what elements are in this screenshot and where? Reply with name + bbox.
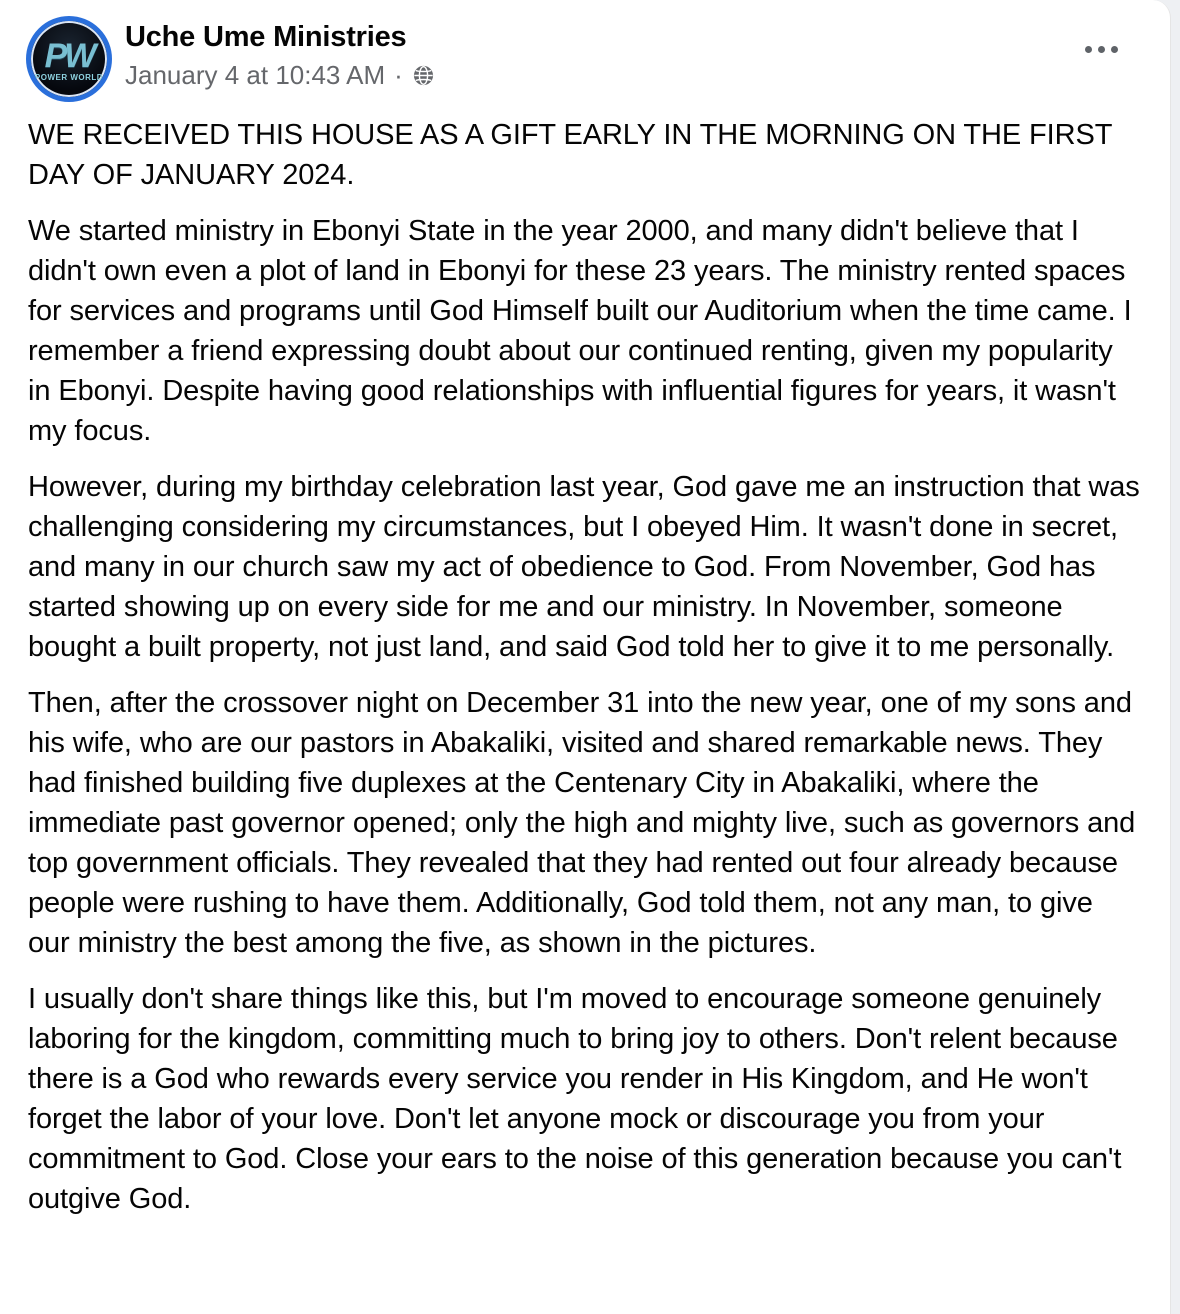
post-paragraph: WE RECEIVED THIS HOUSE AS A GIFT EARLY IN THE MORNING ON THE FIRST DAY OF JANUARY 2024. [28,119,1112,191]
avatar[interactable] [26,16,112,102]
ellipsis-icon [1098,46,1105,53]
ellipsis-icon [1111,46,1118,53]
post-paragraph: Then, after the crossover night on December 31 into the new year, one of my sons and his wife, who are our pastors in Abakaliki, visited and shared remarkable news. They had finished building five duplexes at the Centenary City in Abakaliki, where the immediate past governor opened; only the high and mighty live, such as governors and top government officials. They revealed that they had rented out four already because people were rushing to have them. Additionally, God told them, not any man, to give our ministry the best among the five, as shown in the pictures. [28,687,1136,959]
globe-icon [412,64,435,87]
avatar-label: POWER WORLD [34,72,104,82]
post-meta [125,61,435,89]
avatar-monogram: PW [44,36,94,75]
post-paragraph: However, during my birthday celebration last year, God gave me an instruction that was challenging considering my circumstances, but I obeyed Him. It wasn't done in secret, and many in our church saw my act of obedience to God. From November, God has started showing up on every side for me and our ministry. In November, someone bought a built property, not just land, and said God told her to give it to me personally. [28,471,1140,663]
timestamp-link[interactable]: January 4 at 10:43 AM [125,60,386,90]
post-header [0,0,1170,102]
post-menu-button[interactable] [1079,40,1124,59]
post-paragraph: I usually don't share things like this, but I'm moved to encourage someone genuinely laboring for the kingdom, committing much to bring joy to others. Don't relent because there is a God who rewards every service you render in His Kingdom, and He won't forget the labor of your love. Don't let anyone mock or discourage you from your commitment to God. Close your ears to the noise of this generation because you can't outgive God. [28,983,1122,1215]
post-body [0,102,1170,1243]
header-text [125,16,435,89]
ellipsis-icon [1085,46,1092,53]
post-paragraph: We started ministry in Ebonyi State in the year 2000, and many didn't believe that I didn't own even a plot of land in Ebonyi for these 23 years. The ministry rented spaces for services and programs until God Himself built our Auditorium when the time came. I remember a friend expressing doubt about our continued renting, given my popularity in Ebonyi. Despite having good relationships with influential figures for years, it wasn't my focus. [28,215,1132,447]
page-name-link[interactable]: Uche Ume Ministries [125,21,407,53]
meta-separator: · [394,60,403,90]
